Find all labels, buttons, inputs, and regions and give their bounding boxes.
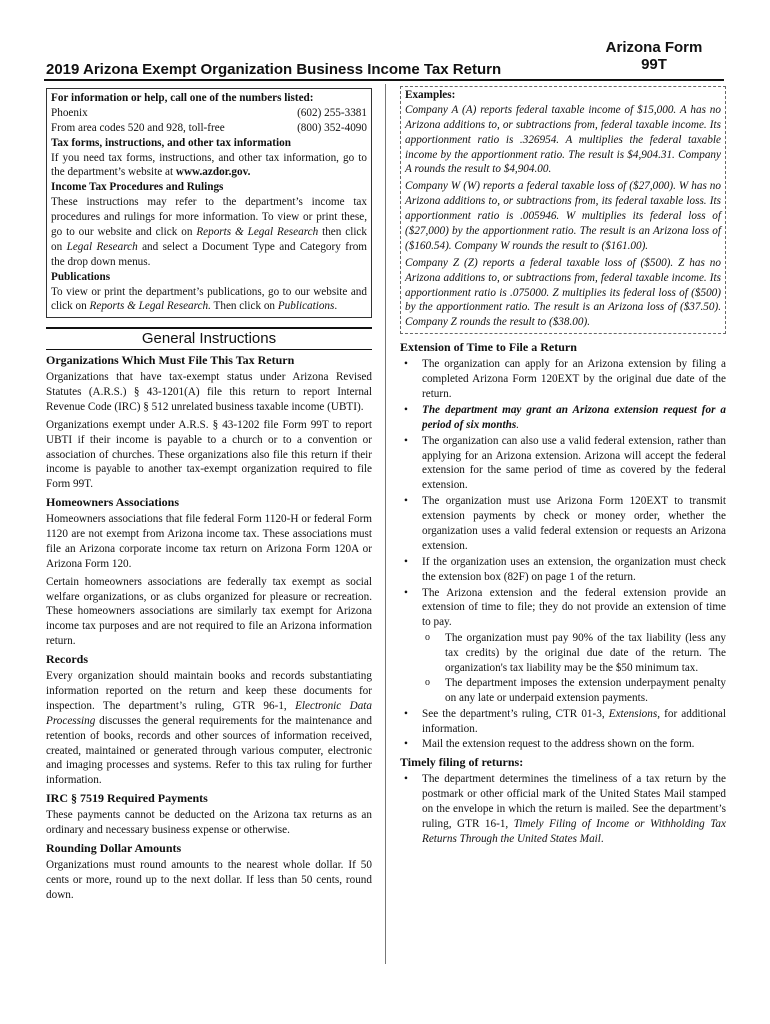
homeowners-paragraph-1: Homeowners associations that file federal Form 1120-H or federal Form 1120 are not exempt from Arizona income tax. These associations must file an Arizona corporate income tax return on Arizona Form 120A or Arizona Form 120. — [46, 513, 372, 570]
list-item: • The department determines the timeliness of a tax return by the postmark or other official mark of the United States Mail stamped on the envelope in which the return is mailed. See the department’s ruling, GTR 16-1, Timely Filing of Income or Withholding Tax Returns Through the United States Mail. — [404, 773, 726, 845]
list-item: • Mail the extension request to the address shown on the form. — [404, 738, 695, 751]
example-company-a: Company A (A) reports federal taxable income of $15,000. A has no Arizona additions to, or subtractions from, federal taxable income. Its apportionment ratio is .326954. A multiplies the federal taxable income by the apportionment ratio. The result is $4,904.31. Company A rounds the result to $4,904.00. — [405, 103, 721, 176]
rulings-heading: Income Tax Procedures and Rulings — [51, 181, 224, 194]
circle-bullet-icon: o — [425, 632, 430, 644]
records-paragraph: Every organization should maintain books and records substantiating information reported on the return and keep these documents for inspection. The department’s ruling, GTR 96-1, Electronic Data Processing discusses the general requirements for the maintenance and retention of books, records and other sources of information received, created, maintained or generated through various computer, electronic and imaging processes and systems. Refer to this tax ruling for further information. — [46, 670, 372, 787]
extension-heading: Extension of Time to File a Return — [400, 340, 577, 355]
list-item: o The organization must pay 90% of the tax liability (less any tax credits) by the original due date of the return. The organization's tax liability may be the $50 minimum tax. — [425, 632, 726, 675]
bullet-icon: • — [404, 738, 408, 751]
list-item: • The department may grant an Arizona extension request for a period of six months. — [404, 403, 726, 431]
form-title: Arizona Form — [605, 39, 703, 56]
list-item: o The department imposes the extension underpayment penalty on any late or underpaid extension payments. — [425, 676, 726, 704]
right-column — [400, 86, 726, 849]
publications-text: To view or print the department’s publications, go to our website and click on Reports & Legal Research. Then click on Publications. — [51, 285, 367, 313]
list-item: • The organization must use Arizona Form 120EXT to transmit extension payments by check or money order, whether the organization uses a valid federal extension or requests an Arizona extension. — [404, 495, 726, 552]
bullet-icon: • — [404, 707, 408, 720]
phone-row-phoenix — [51, 106, 367, 121]
phone-row-tollfree — [51, 121, 367, 136]
extension-sub-list — [422, 631, 726, 705]
bullet-icon: • — [404, 555, 408, 568]
info-heading: For information or help, call one of the numbers listed: — [51, 92, 314, 104]
homeowners-paragraph-2: Certain homeowners associations are federally tax exempt as social welfare organizations, or as clubs organized for pleasure or recreation. These homeowners associations are similarly tax exempt for Arizona income tax purposes and are not required to file an Arizona information return. — [46, 575, 372, 648]
examples-box — [400, 86, 726, 334]
list-item: • The Arizona extension and the federal extension provide an extension of time to file; they do not provide an extension of time to pay. o The organization must pay 90% of the tax liability (less any tax credits) by the original due date of the return. The organization's tax liability may be the $50 minimum tax. o The department imposes the extension underpayment penalty on any late or underpaid extension payments. — [404, 586, 726, 704]
example-company-z: Company Z (Z) reports a federal taxable loss of ($500). Z has no Arizona additions to, or subtractions from, federal taxable income. Its apportionment ratio is .075000. Z multiplies its federal loss of ($500) by the apportionment ratio. The result is an Arizona loss of ($37.50). Company Z rounds the result to ($38.00). — [405, 256, 721, 329]
records-heading: Records — [46, 652, 88, 667]
bullet-icon: • — [404, 495, 408, 508]
form-number: 99T — [641, 55, 667, 73]
examples-heading: Examples: — [405, 89, 456, 101]
bullet-icon: • — [404, 773, 408, 786]
phone-number: (800) 352-4090 — [297, 121, 367, 134]
forms-text: If you need tax forms, instructions, and other tax information, go to the department’s website at www.azdor.gov. — [51, 151, 367, 179]
circle-bullet-icon: o — [425, 676, 430, 688]
rounding-heading: Rounding Dollar Amounts — [46, 840, 182, 855]
irc-heading: IRC § 7519 Required Payments — [46, 791, 208, 806]
list-item: • See the department’s ruling, CTR 01-3, Extensions, for additional information. — [404, 707, 726, 735]
rounding-paragraph: Organizations must round amounts to the nearest whole dollar. If 50 cents or more, round up to the next dollar. If less than 50 cents, round down. — [46, 858, 372, 901]
bullet-icon: • — [404, 586, 408, 599]
phone-number: (602) 255-3381 — [297, 106, 367, 119]
list-item: • The organization can apply for an Arizona extension by filing a completed Arizona Form 120EXT by the original due date of the return. — [404, 358, 726, 400]
rulings-text: These instructions may refer to the department’s income tax procedures and rulings for more information. To view or print these, go to our website and click on Reports & Legal Research then click on Legal Research and select a Document Type and Category from the drop down menus. — [51, 196, 367, 268]
homeowners-heading: Homeowners Associations — [46, 495, 179, 510]
timely-filing-heading: Timely filing of returns: — [400, 755, 524, 770]
reports-legal-research-link[interactable]: Reports & Legal Research — [196, 226, 319, 239]
bullet-icon: • — [404, 403, 408, 416]
example-company-w: Company W (W) reports a federal taxable loss of ($27,000). W has no Arizona additions to, or subtractions from, its federal taxable loss. Its apportionment ratio is .005946. W multiplies its federal loss of ($27,000) by the apportionment ratio. The result is an Arizona loss of ($160.54). Company W rounds the result to ($161.00). — [405, 180, 721, 252]
must-file-paragraph-1: Organizations that have tax-exempt status under Arizona Revised Statutes (A.R.S.) § 43-1201(A) file this return to report Internal Revenue Code (IRC) § 512 unrelated business taxable income (UBTI). — [46, 371, 372, 413]
publications-link[interactable]: Publications — [277, 300, 335, 313]
form-title-block — [590, 40, 718, 73]
forms-heading: Tax forms, instructions, and other tax information — [51, 136, 291, 149]
phone-label: From area codes 520 and 928, toll-free — [51, 121, 225, 134]
info-box — [46, 88, 372, 318]
list-item: • The organization can also use a valid federal extension, rather than applying for an Arizona extension. Arizona will accept the federal extension for the same period of time as covered by the federal extension. — [404, 434, 726, 492]
extension-list — [400, 357, 726, 752]
bullet-icon: • — [404, 358, 408, 371]
reports-legal-research-link[interactable]: Reports & Legal Research. — [89, 300, 211, 313]
section-rule — [46, 349, 372, 350]
document-title: 2019 Arizona Exempt Organization Business Income Tax Return — [46, 61, 502, 78]
left-column — [46, 88, 372, 906]
publications-heading: Publications — [51, 270, 111, 283]
general-instructions-heading: General Instructions — [141, 329, 277, 347]
list-item: • If the organization uses an extension, the organization must check the extension box (82F) on page 1 of the return. — [404, 555, 726, 583]
website-link[interactable]: www.azdor.gov. — [175, 166, 251, 179]
legal-research-link[interactable]: Legal Research — [66, 240, 138, 253]
column-divider — [385, 84, 386, 964]
timely-filing-list — [400, 772, 726, 846]
bullet-icon: • — [404, 434, 408, 447]
must-file-paragraph-2: Organizations exempt under A.R.S. § 43-1202 file Form 99T to report UBTI if their income is payable to a church or to a convention or association of churches. These organizations also file this return if their income is payable to another tax-exempt organization required to file Form 99T. — [46, 418, 372, 491]
irc-paragraph: These payments cannot be deducted on the Arizona tax returns as an ordinary and necessary business expense or otherwise. — [46, 809, 372, 837]
must-file-heading: Organizations Which Must File This Tax Return — [46, 353, 295, 368]
header-rule — [44, 79, 724, 81]
phone-label: Phoenix — [51, 106, 88, 119]
